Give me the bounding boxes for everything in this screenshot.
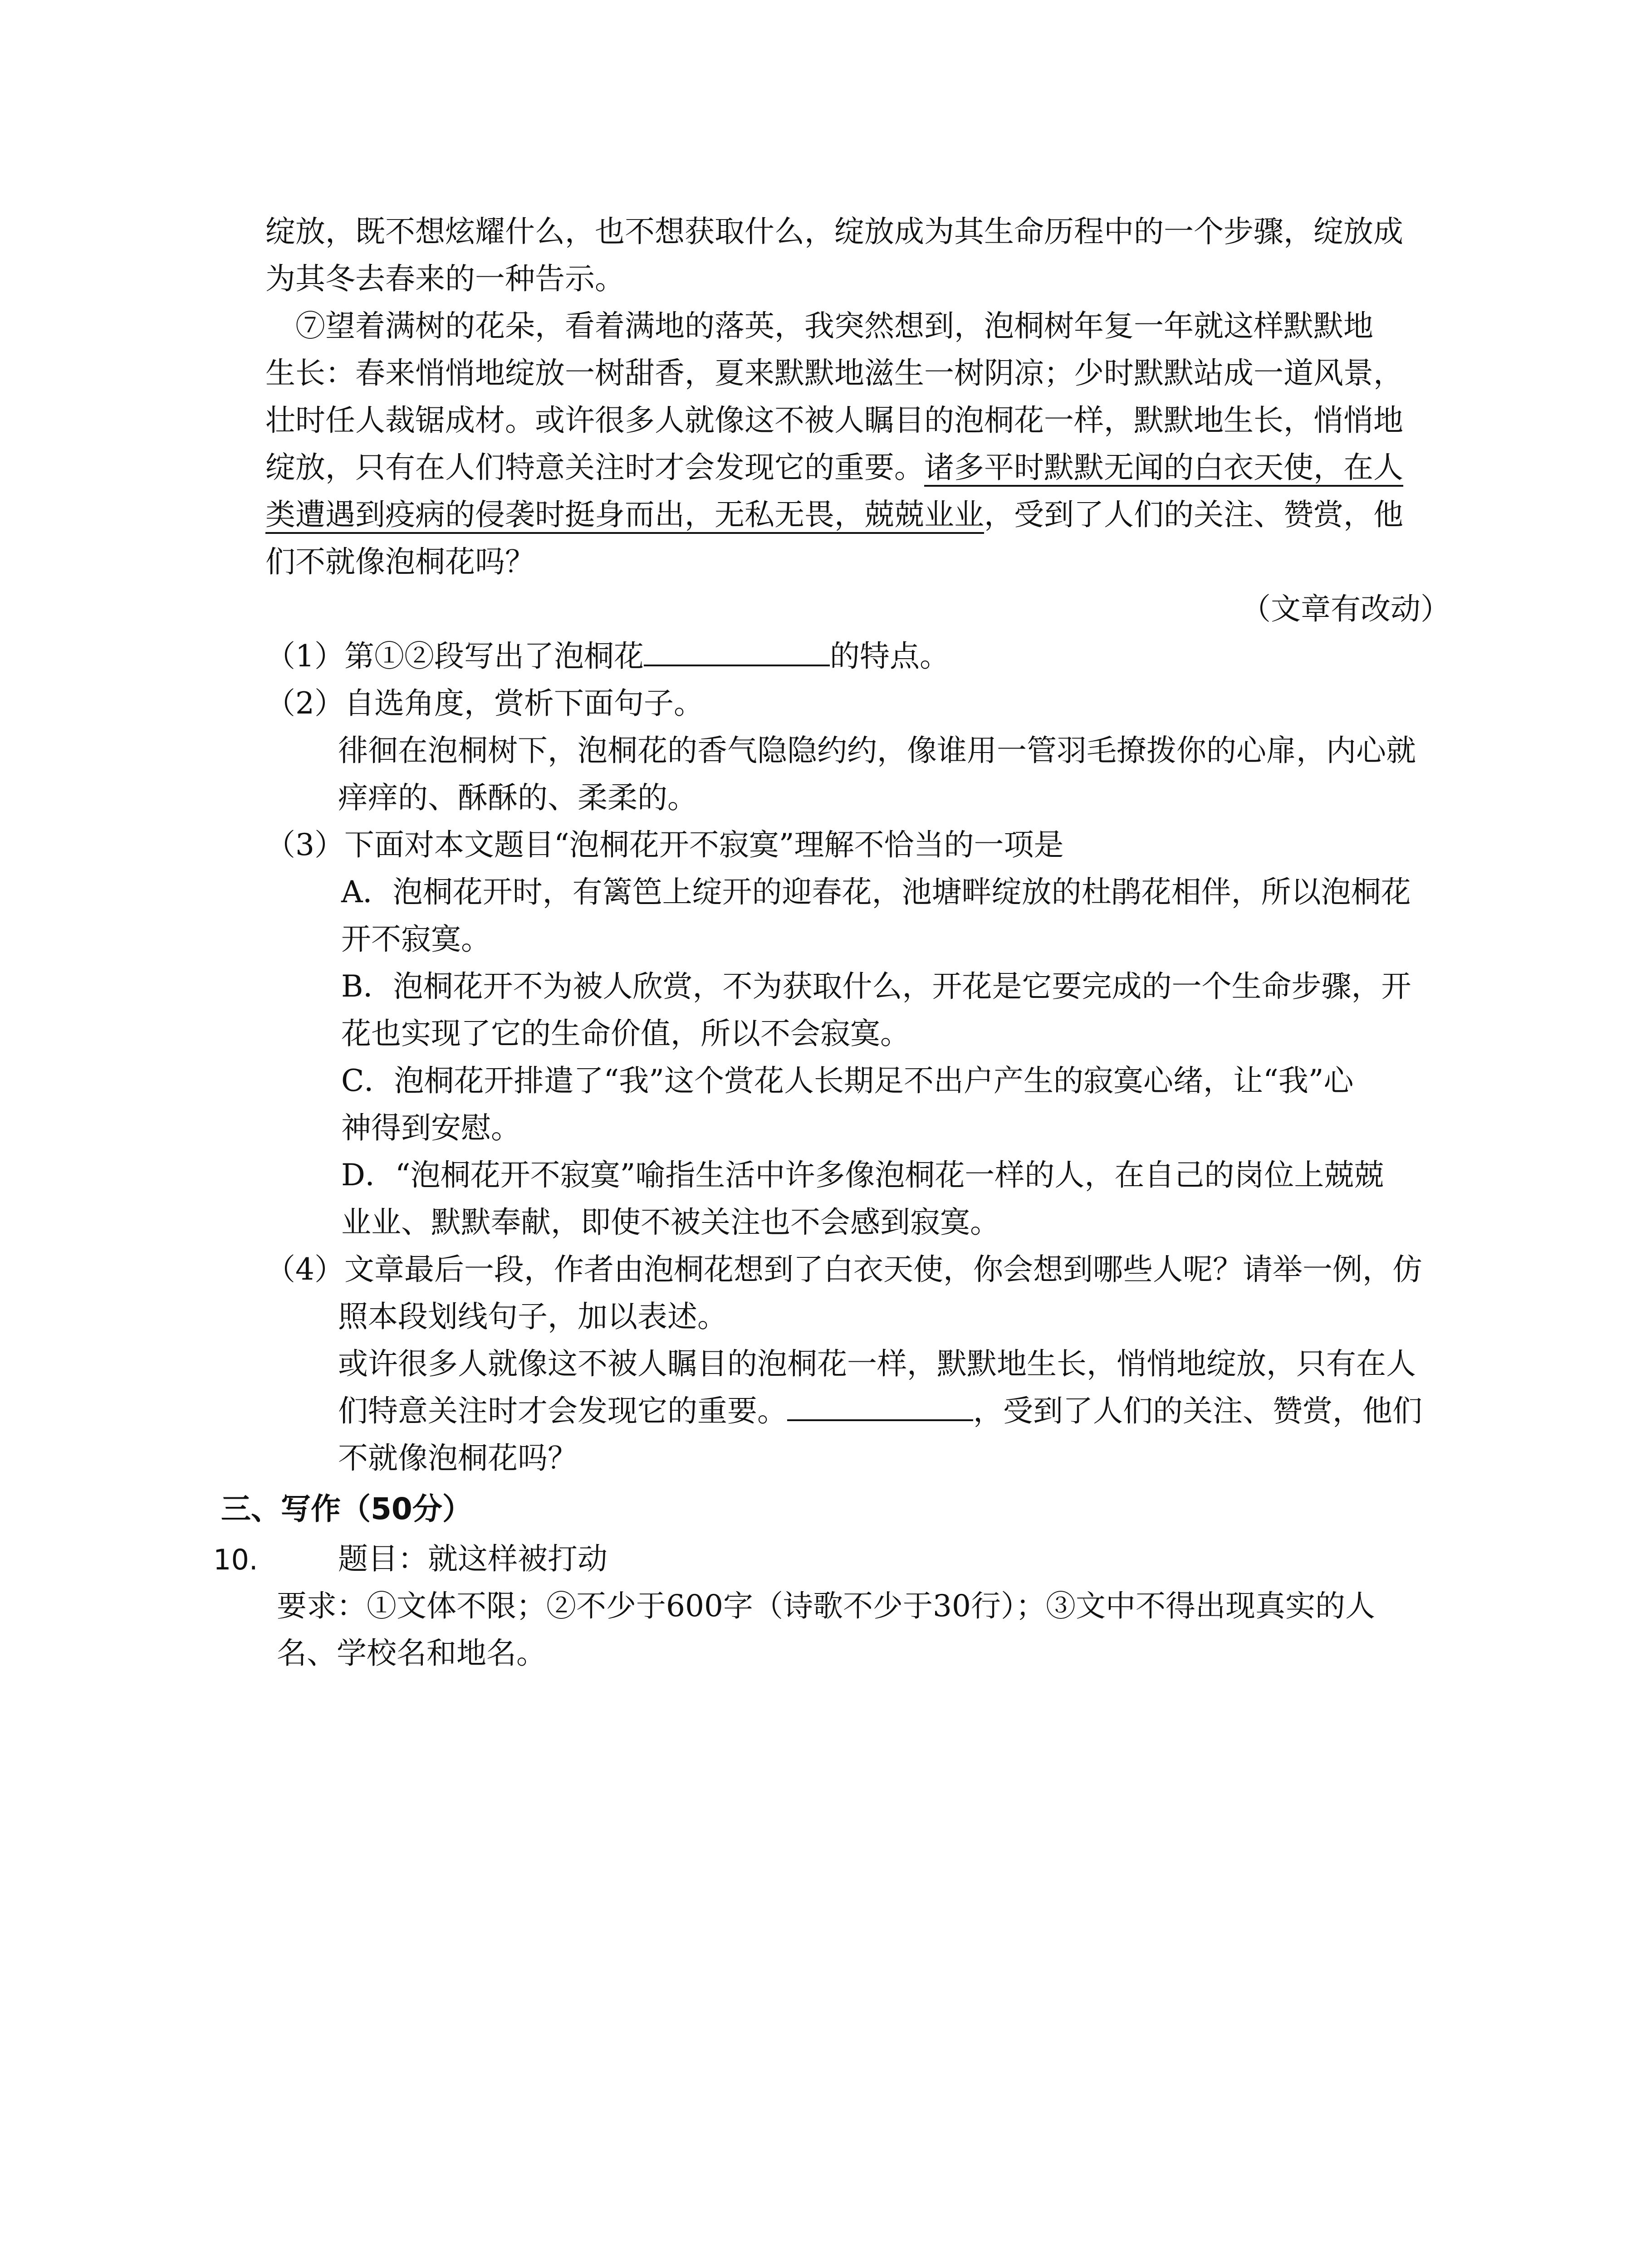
question-4-line-2: 照本段划线句子，加以表述。 [338,1299,727,1334]
question-4-line-1: （4）文章最后一段，作者由泡桐花想到了白衣天使，你会想到哪些人呢？请举一例，仿 [265,1252,1422,1287]
answer-blank-q1[interactable] [644,661,830,666]
question-1-suffix: 的特点。 [830,639,950,674]
section-heading-writing: 三、写作（50分） [221,1491,472,1526]
question-3-stem: （3）下面对本文题目“泡桐花开不寂寞”理解不恰当的一项是 [265,827,1064,862]
answer-blank-q4[interactable] [787,1416,973,1421]
passage-p7-line-3: 壮时任人裁锯成材。或许很多人就像这不被人瞩目的泡桐花一样，默默地生长，悄悄地 [265,403,1403,438]
question-1 [265,639,950,674]
passage-p6-line-2: 为其冬去春来的一种告示。 [265,261,625,296]
option-c-line-2: 神得到安慰。 [341,1110,521,1145]
option-c-line-1: C．泡桐花开排遣了“我”这个赏花人长期足不出户产生的寂寞心绪，让“我”心 [341,1063,1354,1098]
question-2-stem: （2）自选角度，赏析下面句子。 [265,686,704,721]
question-2-quote-line-2: 痒痒的、酥酥的、柔柔的。 [338,780,697,815]
writing-requirements-line-2: 名、学校名和地名。 [277,1636,546,1671]
question-2-quote-line-1: 徘徊在泡桐树下，泡桐花的香气隐隐约约，像谁用一管羽毛撩拨你的心扉，内心就 [338,733,1416,768]
question-4-line-4-prefix: 们特意关注时才会发现它的重要。 [338,1393,787,1428]
option-b-line-2: 花也实现了它的生命价值，所以不会寂寞。 [341,1016,910,1051]
source-note: （文章有改动） [1241,591,1450,626]
question-4-line-3: 或许很多人就像这不被人瞩目的泡桐花一样，默默地生长，悄悄地绽放，只有在人 [338,1346,1416,1381]
underlined-sentence-part-1: 诸多平时默默无闻的白衣天使，在人 [924,450,1403,485]
writing-requirements-line-1: 要求：①文体不限；②不少于600字（诗歌不少于30行）；③文中不得出现真实的人 [277,1589,1375,1623]
underlined-sentence-part-2: 类遭遇到疫病的侵袭时挺身而出，无私无畏，兢兢业业 [265,497,984,532]
writing-topic: 题目：就这样被打动 [338,1541,607,1576]
passage-p6-line-1: 绽放，既不想炫耀什么，也不想获取什么，绽放成为其生命历程中的一个步骤，绽放成 [265,214,1403,249]
question-4-line-5: 不就像泡桐花吗？ [338,1441,578,1476]
passage-p7-line-6: 们不就像泡桐花吗？ [265,544,535,579]
passage-p7-line-1: ⑦望着满树的花朵，看着满地的落英，我突然想到，泡桐树年复一年就这样默默地 [295,308,1373,343]
option-a-line-2: 开不寂寞。 [341,922,491,957]
passage-p7-line-4-plain: 绽放，只有在人们特意关注时才会发现它的重要。 [265,450,924,485]
question-4-line-4 [338,1393,1422,1428]
question-4-line-4-suffix: ，受到了人们的关注、赞赏，他们 [973,1393,1422,1428]
option-a-line-1: A．泡桐花开时，有篱笆上绽开的迎春花，池塘畔绽放的杜鹃花相伴，所以泡桐花 [341,875,1411,909]
item-number: 10. [213,1543,258,1576]
passage-p7-line-5-plain: ，受到了人们的关注、赞赏，他 [984,497,1403,532]
option-d-line-2: 业业、默默奉献，即使不被关注也不会感到寂寞。 [341,1205,1000,1240]
passage-p7-line-4 [265,450,1403,485]
question-1-prefix: （1）第①②段写出了泡桐花 [265,639,644,674]
option-d-line-1: D．“泡桐花开不寂寞”喻指生活中许多像泡桐花一样的人，在自己的岗位上兢兢 [341,1158,1384,1193]
passage-p7-line-2: 生长：春来悄悄地绽放一树甜香，夏来默默地滋生一树阴凉；少时默默站成一道风景， [265,356,1403,391]
passage-p7-line-5 [265,497,1403,532]
option-b-line-1: B．泡桐花开不为被人欣赏，不为获取什么，开花是它要完成的一个生命步骤，开 [341,969,1411,1004]
